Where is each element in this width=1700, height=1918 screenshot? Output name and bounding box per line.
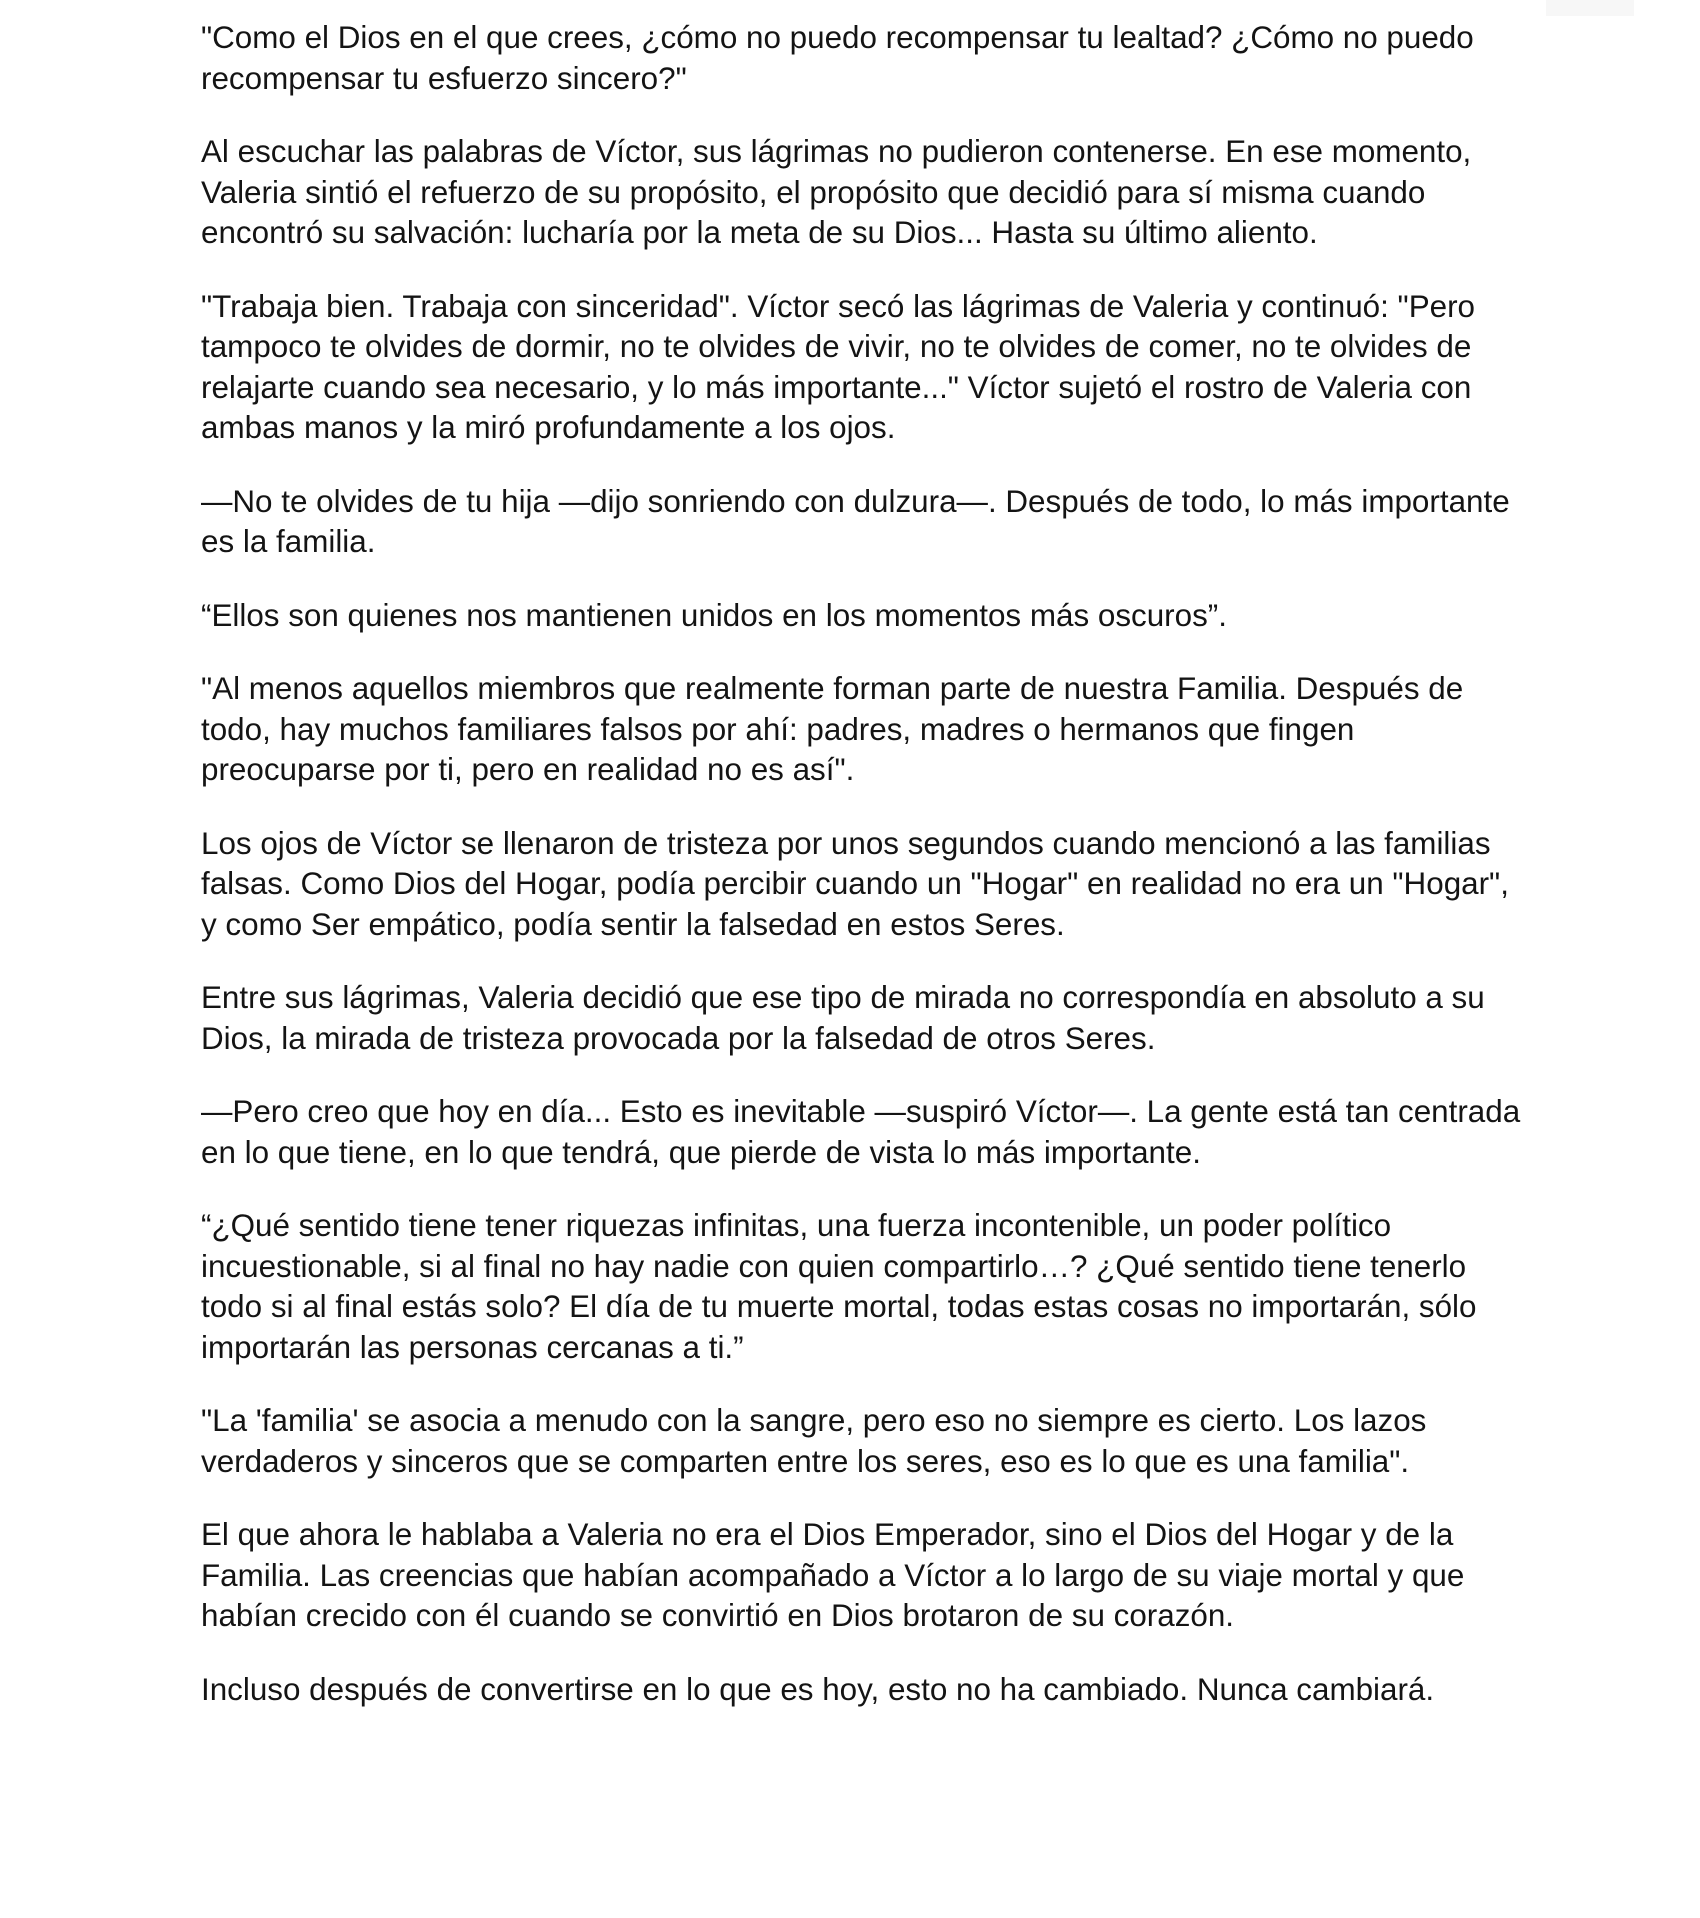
paragraph: Los ojos de Víctor se llenaron de tristeza por unos segundos cuando mencionó a las familias falsas. Como Dios del Hogar, podía percibir cuando un "Hogar" en realidad no era un "Hogar", y como Ser empático, podía sentir la falsedad en estos Seres. [201, 825, 1509, 942]
paragraph: "Como el Dios en el que crees, ¿cómo no puedo recompensar tu lealtad? ¿Cómo no puedo recompensar tu esfuerzo sincero?" [201, 20, 1474, 96]
paragraph: —Pero creo que hoy en día... Esto es inevitable —suspiró Víctor—. La gente está tan centrada en lo que tiene, en lo que tendrá, que pierde de vista lo más importante. [201, 1094, 1521, 1170]
document-body [201, 18, 1526, 1743]
paragraph: Al escuchar las palabras de Víctor, sus lágrimas no pudieron contenerse. En ese momento, Valeria sintió el refuerzo de su propósito, el propósito que decidió para sí misma cuando encontró su salvación: lucharía por la meta de su Dios... Hasta su último aliento. [201, 134, 1472, 250]
paragraph: Entre sus lágrimas, Valeria decidió que ese tipo de mirada no correspondía en absoluto a su Dios, la mirada de tristeza provocada por la falsedad de otros Seres. [201, 980, 1485, 1056]
paragraph: “¿Qué sentido tiene tener riquezas infinitas, una fuerza incontenible, un poder político incuestionable, si al final no hay nadie con quien compartirlo…? ¿Qué sentido tiene tenerlo todo si al final estás solo? El día de tu muerte mortal, todas estas cosas no importarán, sólo importarán las personas cercanas a ti.” [201, 1208, 1477, 1365]
paragraph: “Ellos son quienes nos mantienen unidos en los momentos más oscuros”. [201, 597, 1227, 633]
paragraph: "Al menos aquellos miembros que realmente forman parte de nuestra Familia. Después de todo, hay muchos familiares falsos por ahí: padres, madres o hermanos que fingen preocuparse por ti, pero en realidad no es así". [201, 671, 1464, 787]
paragraph: El que ahora le hablaba a Valeria no era el Dios Emperador, sino el Dios del Hogar y de la Familia. Las creencias que habían acompañado a Víctor a lo largo de su viaje mortal y que habían crecido con él cuando se convirtió en Dios brotaron de su corazón. [201, 1517, 1465, 1633]
paragraph: "La 'familia' se asocia a menudo con la sangre, pero eso no siempre es cierto. Los lazos verdaderos y sinceros que se comparten entre los seres, eso es lo que es una familia". [201, 1403, 1427, 1479]
paragraph: —No te olvides de tu hija —dijo sonriendo con dulzura—. Después de todo, lo más importante es la familia. [201, 483, 1510, 559]
paragraph: "Trabaja bien. Trabaja con sinceridad". Víctor secó las lágrimas de Valeria y continuó: "Pero tampoco te olvides de dormir, no te olvides de vivir, no te olvides de comer, no te olvides de relajarte cuando sea necesario, y lo más importante..." Víctor sujetó el rostro de Valeria con ambas manos y la miró profundamente a los ojos. [201, 288, 1476, 445]
paragraph: Incluso después de convertirse en lo que es hoy, esto no ha cambiado. Nunca cambiará. [201, 1671, 1435, 1707]
corner-mark [1546, 0, 1634, 16]
